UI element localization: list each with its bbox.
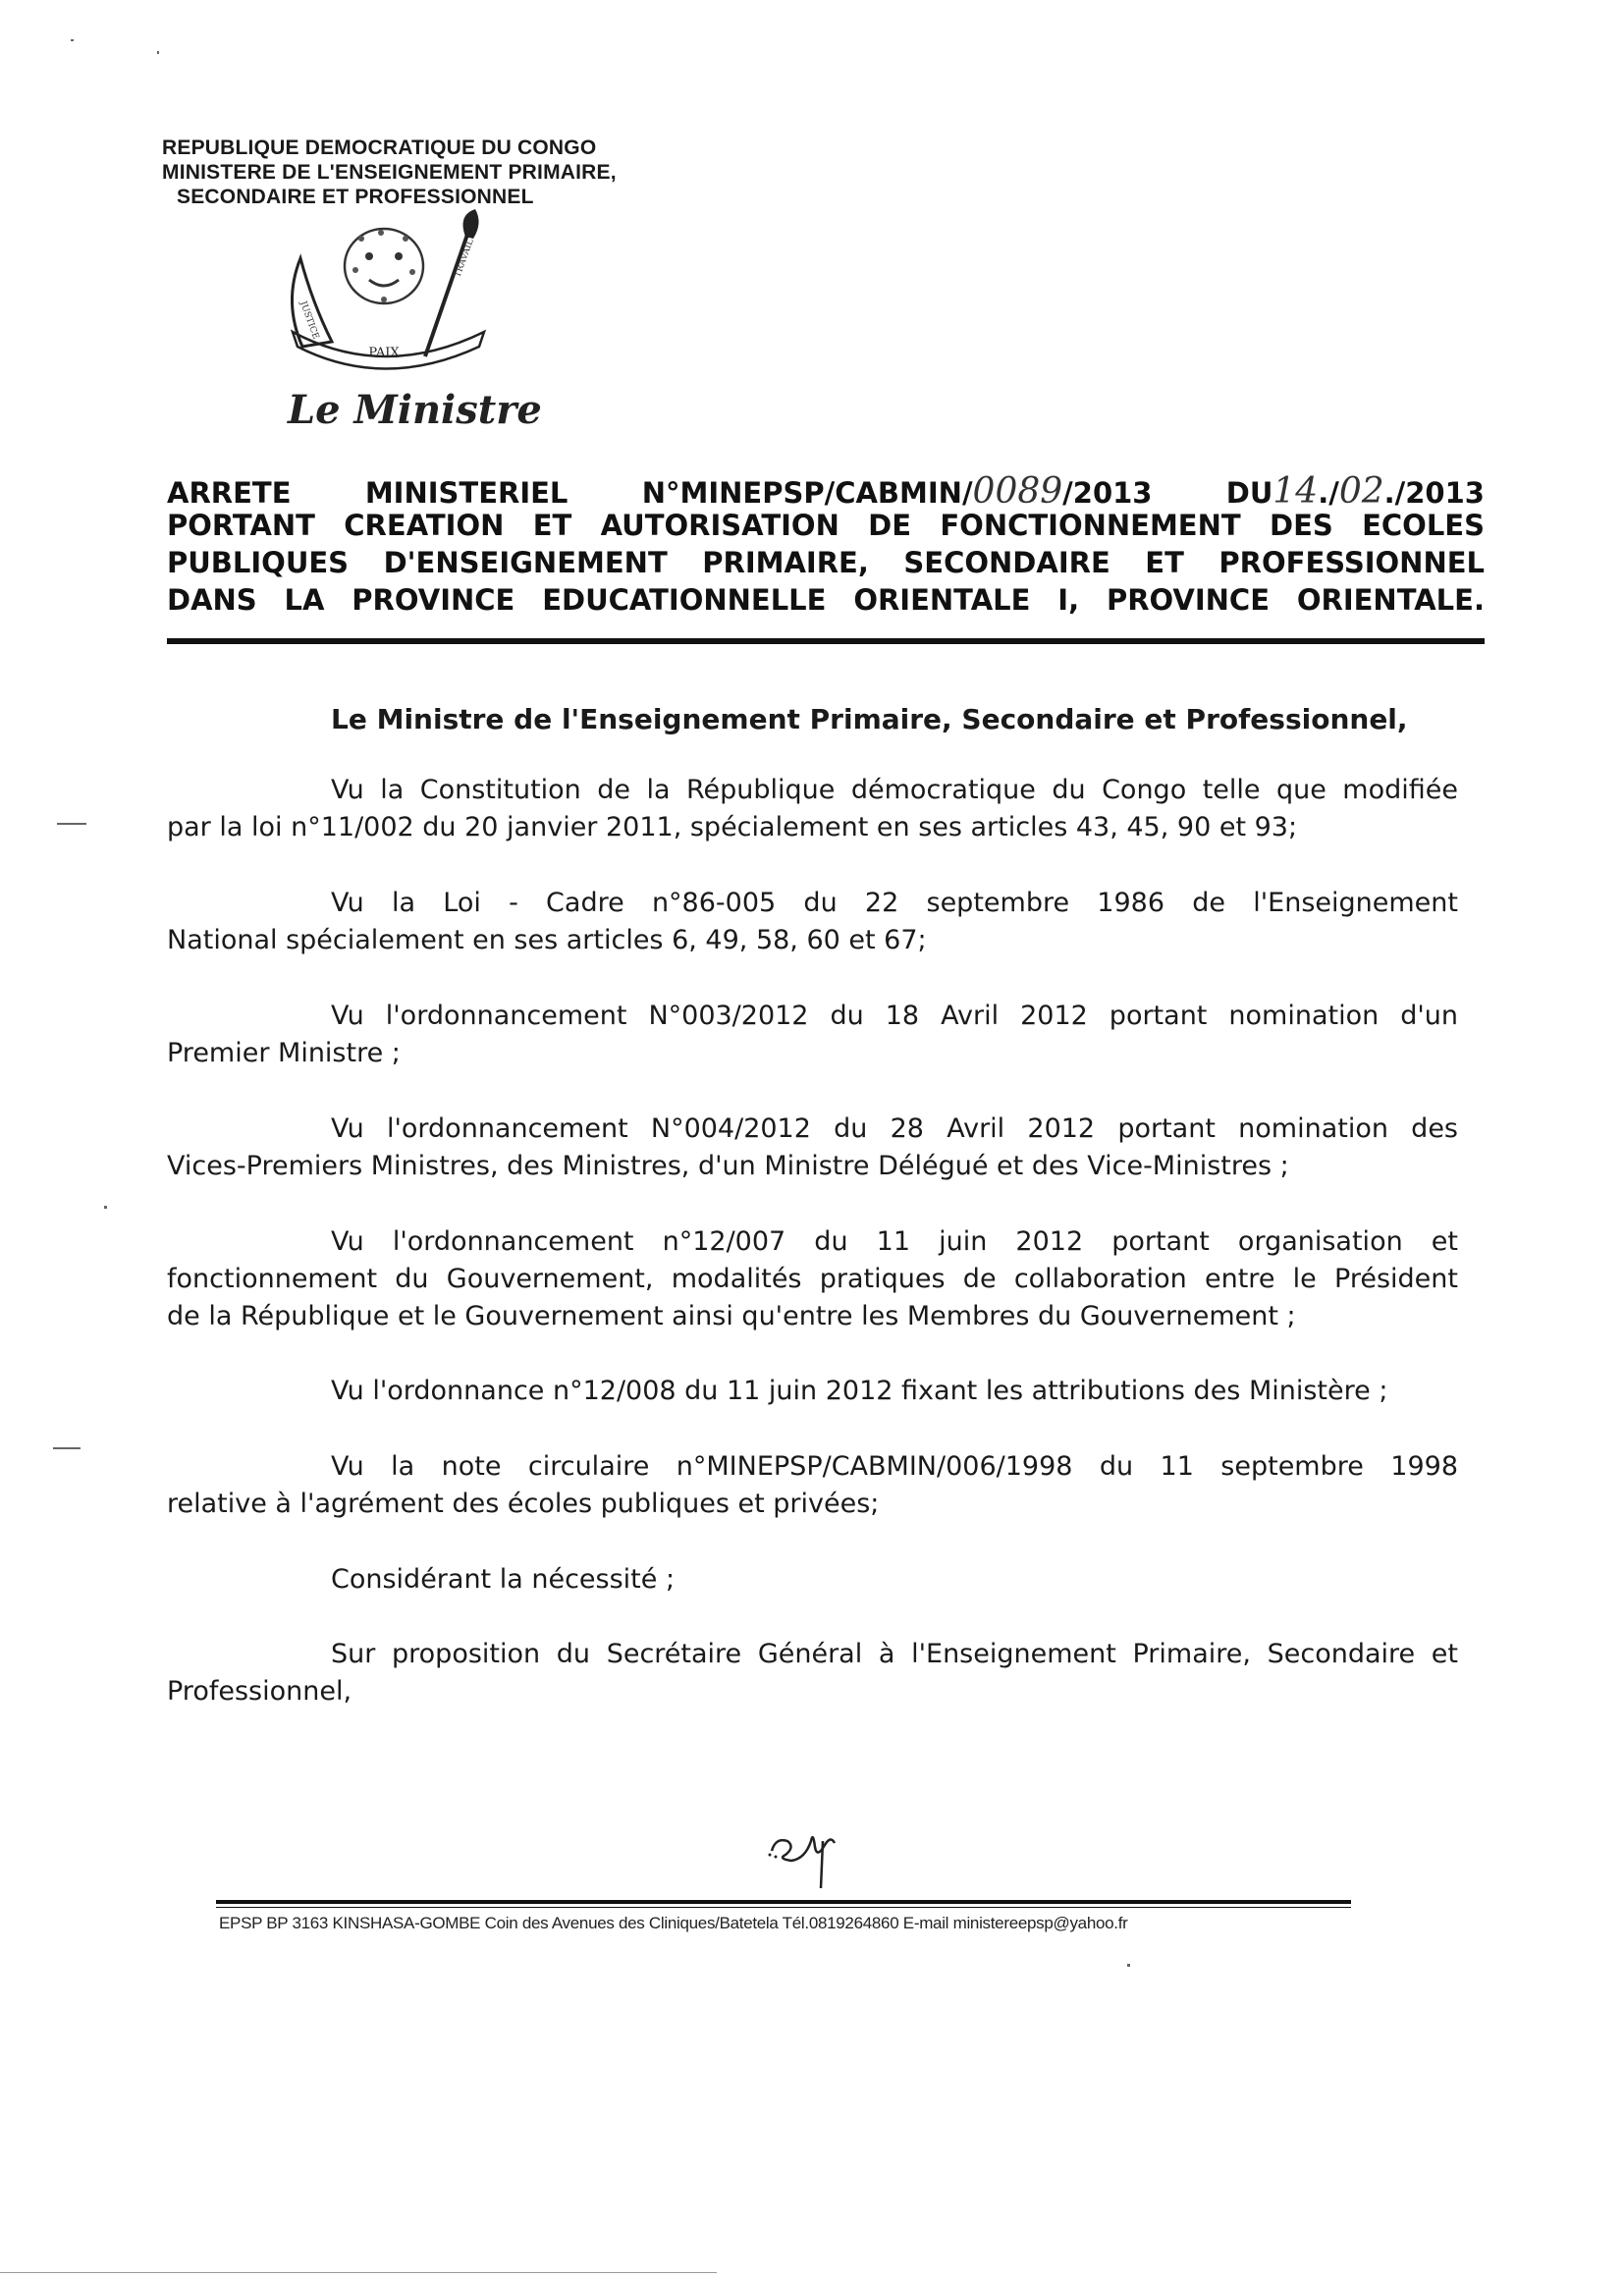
decree-date-year: ./2013 [1383, 476, 1485, 510]
paragraph-line: Vices-Premiers Ministres, des Ministres, d'un Ministre Délégué et des Vice-Ministres ; [167, 1151, 1289, 1181]
paragraph-line: Sur proposition du Secrétaire Général à l'Enseignement Primaire, Secondaire et [331, 1639, 1458, 1669]
paragraph-line: fonctionnement du Gouvernement, modalités pratiques de collaboration entre le Président [167, 1264, 1458, 1294]
decree-number-handwritten: 0089 [972, 471, 1063, 512]
paragraph-line: relative à l'agrément des écoles publiques et privées; [167, 1489, 880, 1519]
paragraph-constitution [167, 772, 1458, 846]
decree-date [1226, 471, 1485, 512]
paragraph-line: Considérant la nécessité ; [331, 1564, 676, 1595]
decree-title-line4: DANS LA PROVINCE EDUCATIONNELLE ORIENTALE I, PROVINCE ORIENTALE. [167, 583, 1485, 617]
paragraph-proposition [167, 1636, 1458, 1710]
motto-right: TRAVAIL [453, 238, 476, 280]
decree-number [642, 471, 1153, 512]
paragraph-loi-cadre [167, 885, 1458, 959]
footer-divider-thin [216, 1907, 1351, 1908]
scan-speck [71, 39, 74, 41]
decree-title-line3: PUBLIQUES D'ENSEIGNEMENT PRIMAIRE, SECONDAIRE ET PROFESSIONNEL [167, 546, 1485, 579]
paragraph-line: Vu la Loi - Cadre n°86-005 du 22 septembre 1986 de l'Enseignement [331, 888, 1458, 918]
paragraph-line: National spécialement en ses articles 6, 49, 58, 60 et 67; [167, 925, 927, 955]
footer-address: EPSP BP 3163 KINSHASA-GOMBE Coin des Avenues des Cliniques/Batetela Tél.0819264860 E-mail ministereepsp@yahoo.fr [219, 1914, 1128, 1932]
decree-date-day: 14 [1272, 471, 1319, 512]
decree-number-prefix: N°MINEPSP/CABMIN/ [641, 476, 973, 510]
scan-speck [157, 51, 159, 54]
signature-title: Le Ministre [288, 387, 542, 433]
title-word-ministeriel: MINISTERIEL [364, 476, 568, 510]
decree-number-suffix: /2013 [1062, 476, 1153, 510]
title-word-arrete: ARRETE [167, 476, 292, 510]
paragraph-line: Vu l'ordonnancement N°004/2012 du 28 Avril 2012 portant nomination des [331, 1113, 1458, 1144]
motto-left: JUSTICE [298, 299, 321, 341]
paragraph-considerant [167, 1561, 1458, 1599]
paragraph-ordonnance-003 [167, 998, 1458, 1072]
decree-date-prefix: DU [1225, 476, 1273, 510]
header-ministry: MINISTERE DE L'ENSEIGNEMENT PRIMAIRE, [162, 161, 617, 184]
decree-date-sep: ./ [1318, 476, 1339, 510]
paragraph-line: Vu l'ordonnance n°12/008 du 11 juin 2012 fixant les attributions des Ministère ; [331, 1376, 1388, 1406]
paragraph-line: Vu la note circulaire n°MINEPSP/CABMIN/006/1998 du 11 septembre 1998 [331, 1451, 1458, 1482]
decree-title-line1 [167, 471, 1485, 512]
footer-divider [216, 1900, 1351, 1904]
paragraph-line: par la loi n°11/002 du 20 janvier 2011, spécialement en ses articles 43, 45, 90 et 93; [167, 812, 1298, 842]
paragraph-line: Vu l'ordonnancement n°12/007 du 11 juin 2012 portant organisation et [331, 1226, 1458, 1257]
scan-speck [0, 2272, 717, 2273]
decree-title-line2: PORTANT CREATION ET AUTORISATION DE FONCTIONNEMENT DES ECOLES [167, 509, 1485, 542]
paragraph-ordonnance-004 [167, 1111, 1458, 1185]
paragraph-note-circulaire [167, 1448, 1458, 1523]
scan-speck [1127, 1964, 1130, 1967]
scan-speck [104, 1206, 107, 1209]
initials-signature [766, 1812, 854, 1890]
paragraph-line: Premier Ministre ; [167, 1038, 401, 1068]
scan-speck [53, 1447, 81, 1449]
paragraph-ordonnance-12-007 [167, 1223, 1458, 1335]
paragraph-ordonnance-12-008 [167, 1373, 1458, 1410]
paragraph-line: Vu la Constitution de la République démocratique du Congo telle que modifiée [331, 775, 1458, 805]
decree-date-month: 02 [1338, 471, 1384, 512]
motto-center: PAIX [368, 346, 400, 360]
header-country: REPUBLIQUE DEMOCRATIQUE DU CONGO [162, 136, 597, 159]
title-divider [167, 638, 1485, 644]
scan-speck [57, 823, 86, 825]
header-ministry-cont: SECONDAIRE ET PROFESSIONNEL [177, 186, 534, 208]
coat-of-arms-icon [273, 209, 509, 376]
paragraph-line: de la République et le Gouvernement ainsi qu'entre les Membres du Gouvernement ; [167, 1301, 1296, 1331]
paragraph-line: Vu l'ordonnancement N°003/2012 du 18 Avril 2012 portant nomination d'un [331, 1001, 1458, 1031]
paragraph-line: Professionnel, [167, 1676, 352, 1707]
intro-heading: Le Ministre de l'Enseignement Primaire, Secondaire et Professionnel, [331, 703, 1408, 735]
